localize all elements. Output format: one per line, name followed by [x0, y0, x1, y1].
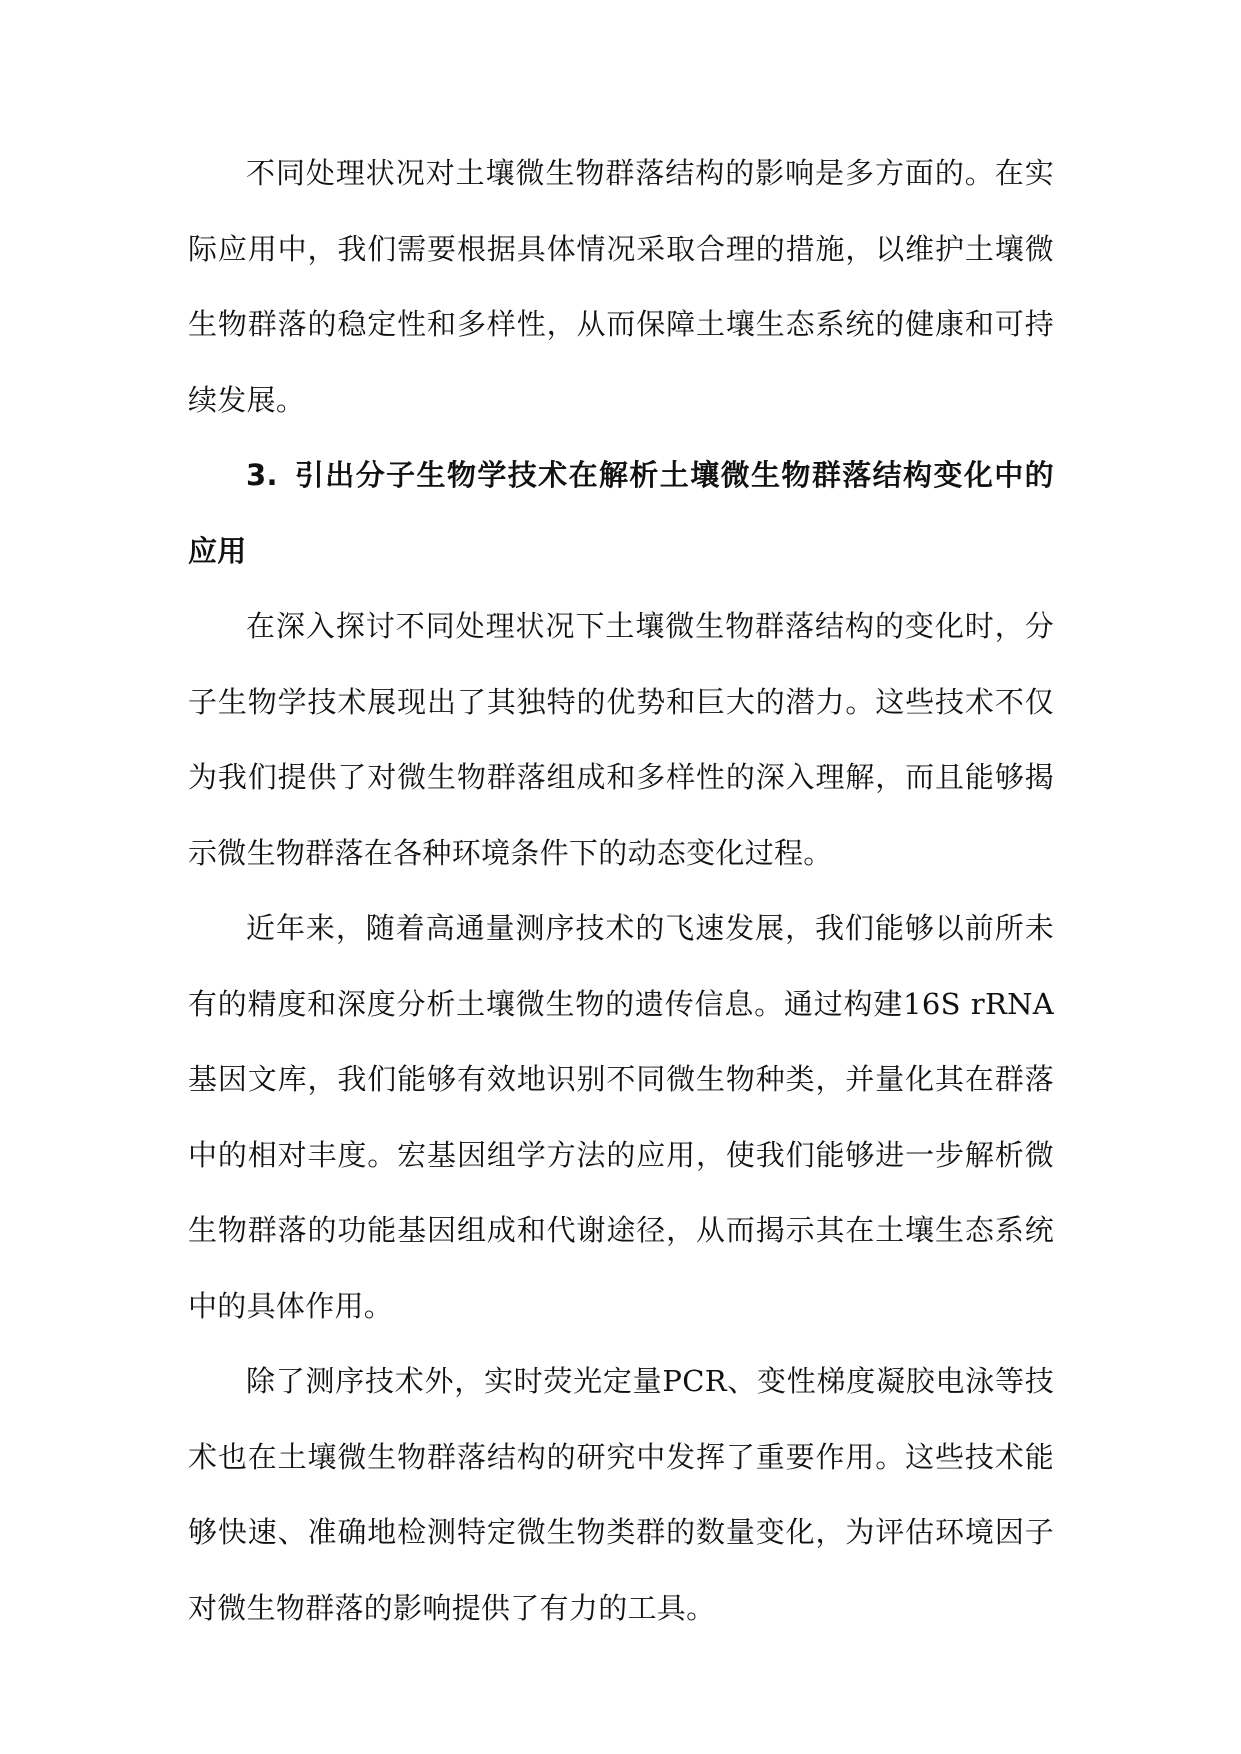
- document-body: [188, 136, 1054, 1646]
- paragraph-sequencing: 近年来，随着高通量测序技术的飞速发展，我们能够以前所未有的精度和深度分析土壤微生物的遗传信息。通过构建16S rRNA基因文库，我们能够有效地识别不同微生物种类，并量化其在群落中的相对丰度。宏基因组学方法的应用，使我们能够进一步解析微生物群落的功能基因组成和代谢途径，从而揭示其在土壤生态系统中的具体作用。: [188, 911, 1054, 1323]
- paragraph-other-techniques: 除了测序技术外，实时荧光定量PCR、变性梯度凝胶电泳等技术也在土壤微生物群落结构的研究中发挥了重要作用。这些技术能够快速、准确地检测特定微生物类群的数量变化，为评估环境因子对微生物群落的影响提供了有力的工具。: [188, 1364, 1054, 1625]
- section-number: 3.: [246, 458, 278, 492]
- paragraph-intro: 不同处理状况对土壤微生物群落结构的影响是多方面的。在实际应用中，我们需要根据具体情况采取合理的措施，以维护土壤微生物群落的稳定性和多样性，从而保障土壤生态系统的健康和可持续发展。: [188, 156, 1054, 417]
- section-heading: [188, 438, 1054, 589]
- paragraph-molecular-intro: 在深入探讨不同处理状况下土壤微生物群落结构的变化时，分子生物学技术展现出了其独特的优势和巨大的潜力。这些技术不仅为我们提供了对微生物群落组成和多样性的深入理解，而且能够揭示微生物群落在各种环境条件下的动态变化过程。: [188, 609, 1054, 870]
- section-title: 引出分子生物学技术在解析土壤微生物群落结构变化中的应用: [188, 458, 1054, 568]
